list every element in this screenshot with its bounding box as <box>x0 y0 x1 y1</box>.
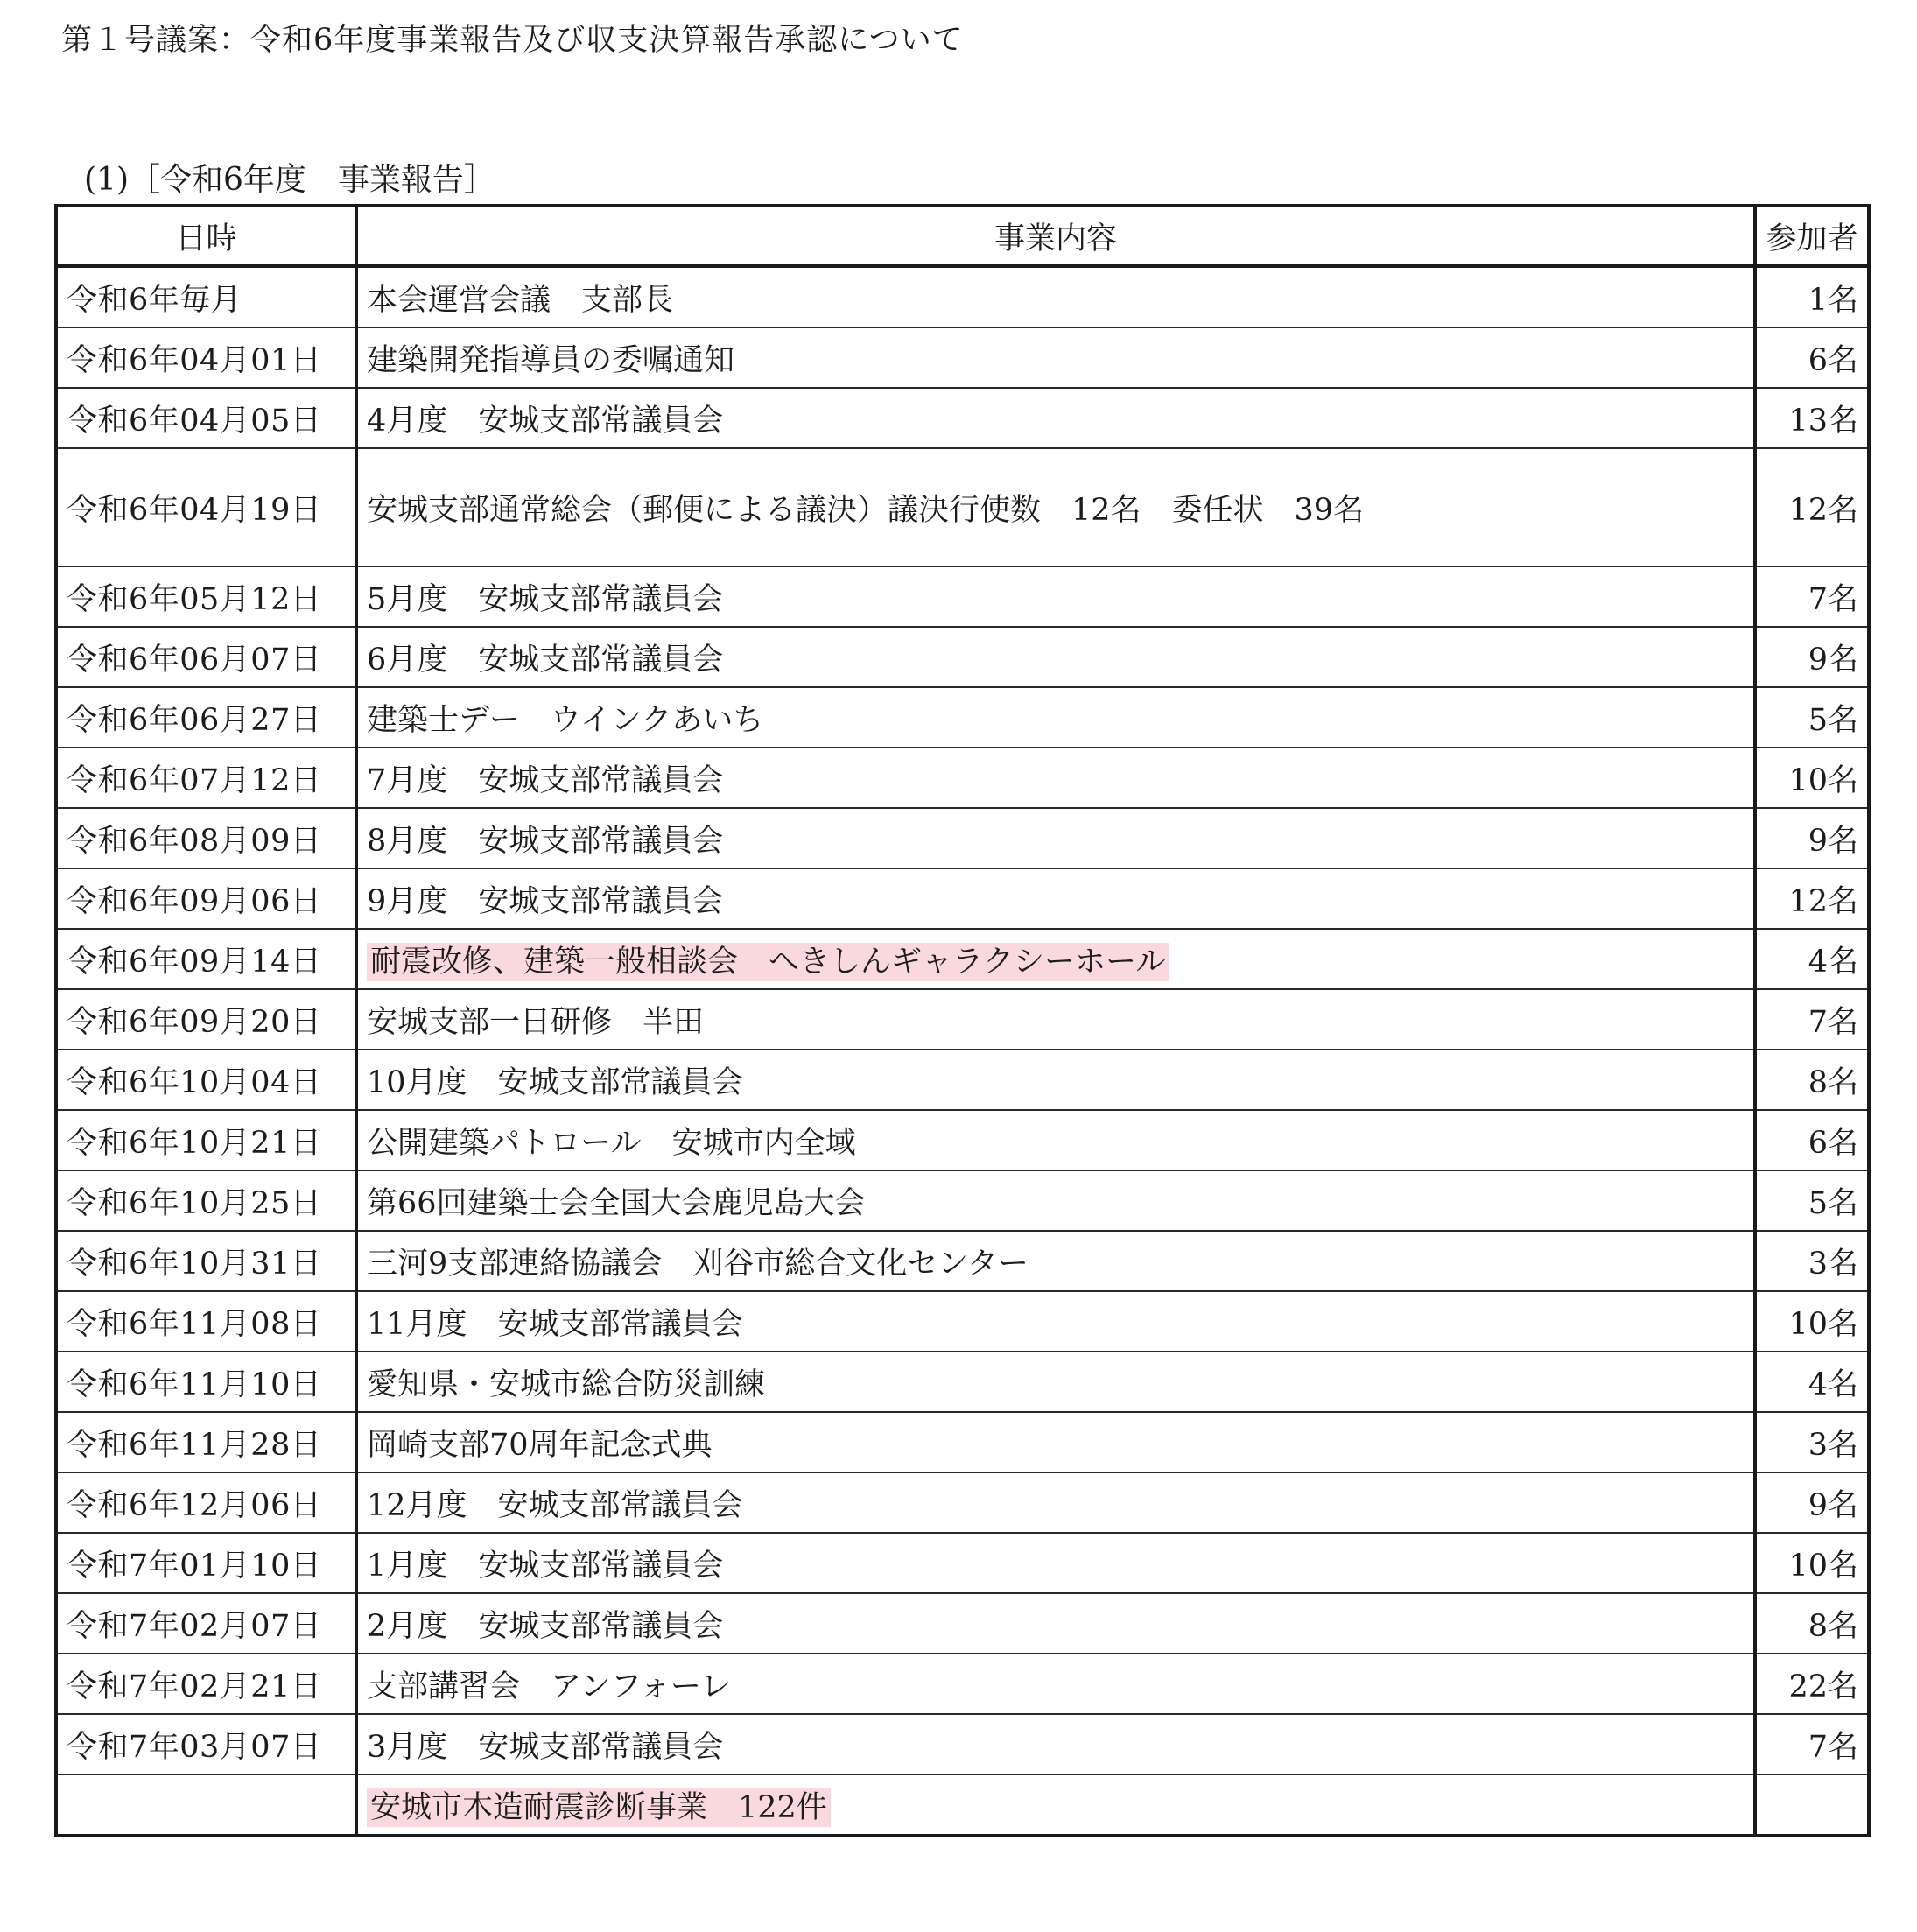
row-content: 建築開発指導員の委嘱通知 <box>356 327 1755 388</box>
page-title: 第１号議案：令和6年度事業報告及び収支決算報告承認について <box>61 23 964 58</box>
row-content: 2月度 安城支部常議員会 <box>356 1593 1755 1654</box>
row-date: 令和6年04月05日 <box>56 388 356 448</box>
row-content: 9月度 安城支部常議員会 <box>356 868 1755 929</box>
row-participants: 13名 <box>1755 388 1869 448</box>
row-date: 令和6年11月08日 <box>56 1291 356 1352</box>
header-date: 日時 <box>56 206 356 266</box>
row-content: 建築士デー ウインクあいち <box>356 687 1755 748</box>
header-participants: 参加者 <box>1755 206 1869 266</box>
row-participants: 10名 <box>1755 1291 1869 1352</box>
row-content: 安城支部通常総会（郵便による議決）議決行使数 12名 委任状 39名 <box>356 448 1755 566</box>
table-row <box>56 1110 1869 1170</box>
row-date: 令和6年12月06日 <box>56 1472 356 1533</box>
row-date: 令和6年毎月 <box>56 266 356 327</box>
row-participants: 7名 <box>1755 1714 1869 1774</box>
table-row <box>56 1170 1869 1231</box>
table-header-row <box>56 206 1869 266</box>
row-participants: 4名 <box>1755 929 1869 989</box>
row-participants: 9名 <box>1755 808 1869 868</box>
table-row <box>56 1533 1869 1593</box>
row-date: 令和6年06月07日 <box>56 627 356 687</box>
table-row <box>56 1654 1869 1714</box>
row-content <box>356 1774 1755 1836</box>
row-date: 令和6年04月01日 <box>56 327 356 388</box>
row-participants: 9名 <box>1755 1472 1869 1533</box>
row-content: 11月度 安城支部常議員会 <box>356 1291 1755 1352</box>
row-participants: 7名 <box>1755 989 1869 1050</box>
row-content: 安城支部一日研修 半田 <box>356 989 1755 1050</box>
row-date: 令和6年07月12日 <box>56 748 356 808</box>
row-content: 3月度 安城支部常議員会 <box>356 1714 1755 1774</box>
row-participants: 6名 <box>1755 327 1869 388</box>
row-participants <box>1755 1774 1869 1836</box>
business-report-table <box>54 204 1871 1837</box>
row-participants: 10名 <box>1755 748 1869 808</box>
row-date: 令和6年10月25日 <box>56 1170 356 1231</box>
row-date: 令和6年10月31日 <box>56 1231 356 1291</box>
table-row <box>56 1714 1869 1774</box>
header-content: 事業内容 <box>356 206 1755 266</box>
row-content: 三河9支部連絡協議会 刈谷市総合文化センター <box>356 1231 1755 1291</box>
row-content: 支部講習会 アンフォーレ <box>356 1654 1755 1714</box>
section-title: (1)［令和6年度 事業報告］ <box>84 162 495 198</box>
row-participants: 3名 <box>1755 1412 1869 1472</box>
row-content <box>356 929 1755 989</box>
row-content: 第66回建築士会全国大会鹿児島大会 <box>356 1170 1755 1231</box>
row-date: 令和6年09月14日 <box>56 929 356 989</box>
table-row <box>56 1231 1869 1291</box>
row-content: 8月度 安城支部常議員会 <box>356 808 1755 868</box>
row-date: 令和7年03月07日 <box>56 1714 356 1774</box>
table-row <box>56 1291 1869 1352</box>
row-date: 令和6年10月04日 <box>56 1050 356 1110</box>
row-participants: 12名 <box>1755 868 1869 929</box>
table-row <box>56 388 1869 448</box>
row-date: 令和6年09月06日 <box>56 868 356 929</box>
row-date: 令和7年02月07日 <box>56 1593 356 1654</box>
row-content: 公開建築パトロール 安城市内全域 <box>356 1110 1755 1170</box>
row-participants: 8名 <box>1755 1050 1869 1110</box>
table-row <box>56 1050 1869 1110</box>
row-date: 令和6年08月09日 <box>56 808 356 868</box>
row-participants: 5名 <box>1755 1170 1869 1231</box>
table-row <box>56 1593 1869 1654</box>
row-content: 6月度 安城支部常議員会 <box>356 627 1755 687</box>
row-participants: 7名 <box>1755 566 1869 627</box>
row-date: 令和6年10月21日 <box>56 1110 356 1170</box>
row-content: 1月度 安城支部常議員会 <box>356 1533 1755 1593</box>
row-content: 4月度 安城支部常議員会 <box>356 388 1755 448</box>
table-row <box>56 327 1869 388</box>
table-row <box>56 1472 1869 1533</box>
highlighted-content: 耐震改修、建築一般相談会 へきしんギャラクシーホール <box>367 943 1169 981</box>
row-participants: 12名 <box>1755 448 1869 566</box>
row-date <box>56 1774 356 1836</box>
row-date: 令和6年04月19日 <box>56 448 356 566</box>
row-content: 7月度 安城支部常議員会 <box>356 748 1755 808</box>
row-participants: 9名 <box>1755 627 1869 687</box>
row-date: 令和6年06月27日 <box>56 687 356 748</box>
row-participants: 3名 <box>1755 1231 1869 1291</box>
table-row <box>56 808 1869 868</box>
table-row <box>56 627 1869 687</box>
table-row <box>56 868 1869 929</box>
table-row <box>56 1352 1869 1412</box>
row-date: 令和6年11月10日 <box>56 1352 356 1412</box>
table-row <box>56 748 1869 808</box>
row-content: 愛知県・安城市総合防災訓練 <box>356 1352 1755 1412</box>
row-date: 令和6年05月12日 <box>56 566 356 627</box>
row-date: 令和6年11月28日 <box>56 1412 356 1472</box>
row-content: 12月度 安城支部常議員会 <box>356 1472 1755 1533</box>
table-row <box>56 1774 1869 1836</box>
row-date: 令和6年09月20日 <box>56 989 356 1050</box>
row-date: 令和7年02月21日 <box>56 1654 356 1714</box>
row-content: 岡崎支部70周年記念式典 <box>356 1412 1755 1472</box>
row-participants: 6名 <box>1755 1110 1869 1170</box>
row-participants: 4名 <box>1755 1352 1869 1412</box>
row-participants: 8名 <box>1755 1593 1869 1654</box>
table-row <box>56 448 1869 566</box>
row-participants: 22名 <box>1755 1654 1869 1714</box>
row-content: 10月度 安城支部常議員会 <box>356 1050 1755 1110</box>
row-content: 本会運営会議 支部長 <box>356 266 1755 327</box>
row-date: 令和7年01月10日 <box>56 1533 356 1593</box>
table-row <box>56 687 1869 748</box>
row-content: 5月度 安城支部常議員会 <box>356 566 1755 627</box>
row-participants: 5名 <box>1755 687 1869 748</box>
row-participants: 1名 <box>1755 266 1869 327</box>
table-row <box>56 929 1869 989</box>
row-participants: 10名 <box>1755 1533 1869 1593</box>
table-row <box>56 1412 1869 1472</box>
table-row <box>56 566 1869 627</box>
table-row <box>56 266 1869 327</box>
table-row <box>56 989 1869 1050</box>
highlighted-content: 安城市木造耐震診断事業 122件 <box>367 1788 831 1827</box>
